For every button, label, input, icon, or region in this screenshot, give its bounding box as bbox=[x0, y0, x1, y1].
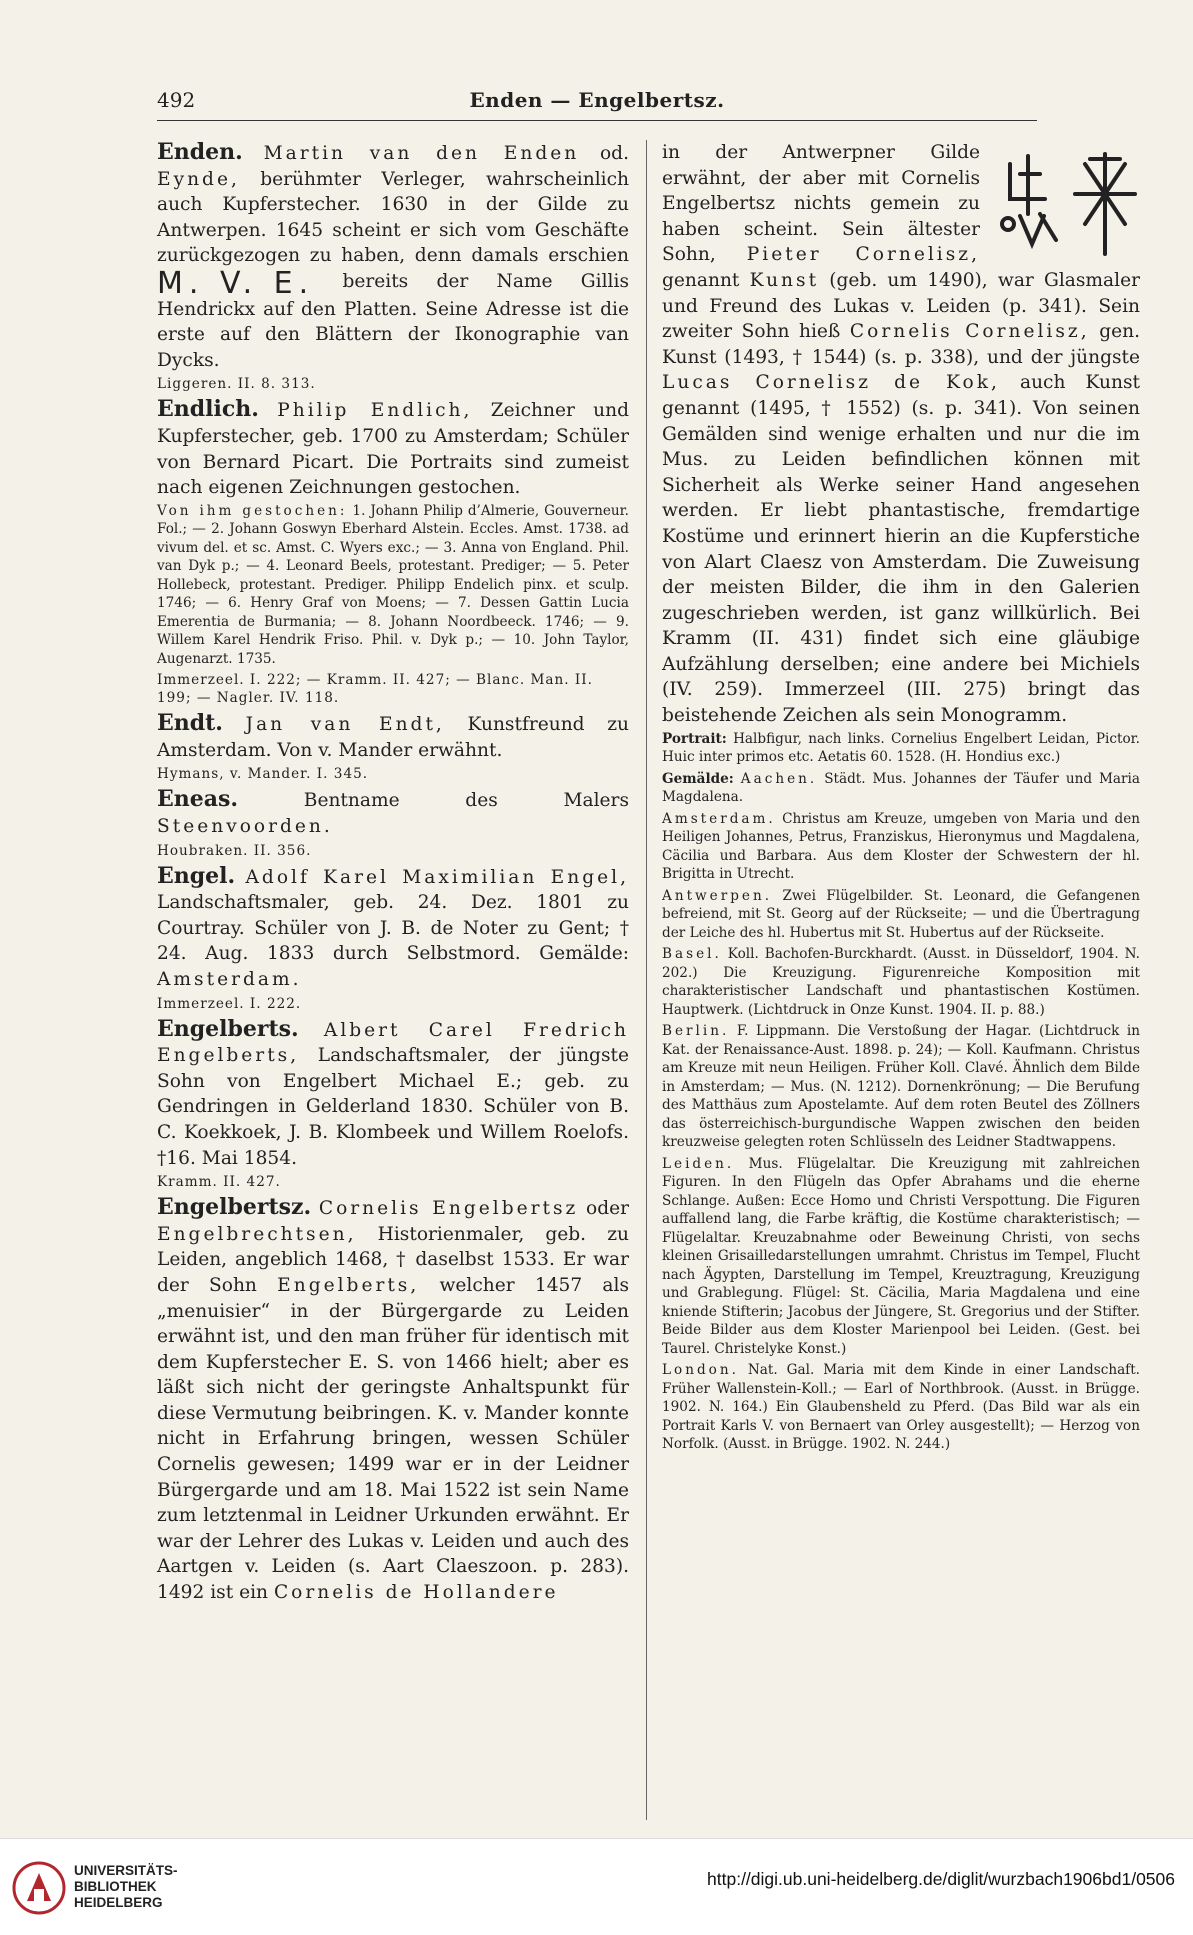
entry-engel: Engel. Adolf Karel Maximilian Engel, Landschaftsmaler, geb. 24. Dez. 1801 zu Courtray. Schüler von J. B. de Noter zu Gent; † 24. Aug. 1833 durch Selbstmord. Gemälde: Amsterdam. Immerzeel. I. 222. bbox=[157, 862, 629, 1012]
entry-endt: Endt. Jan van Endt, Kunstfreund zu Amsterdam. Von v. Mander erwähnt. Hymans, v. Mander. I. 345. bbox=[157, 710, 629, 783]
column-divider bbox=[646, 140, 647, 1820]
reference: Immerzeel. I. 222; — Kramm. II. 427; — Blanc. Man. II. 199; — Nagler. IV. 118. bbox=[157, 672, 593, 707]
continuation-paragraph: in der Antwerpner Gilde erwähnt, der aber mit Cornelis Engelbertsz nichts gemein zu haben scheint. Sein ältester Sohn, Pieter Cornelisz, genannt Kunst (geb. um 1490), war Glasmaler und Freund des Lukas v. Leiden (p. 341). Sein zweiter Sohn hieß Cornelis Cornelisz, gen. Kunst (1493, † 1544) (s. p. 338), und der jüngste Lucas Cornelisz de Kok, auch Kunst genannt (1495, † 1552) (s. p. 341). Von seinen Gemälden sind wenige erhalten und nur die im Mus. zu Leiden befindlichen können mit Sicherheit als Werke seiner Hand angesehen werden. Er liebt phantastische, fremdartige Kostüme und erinnert hierin an die Kupferstiche von Alart Claesz von Amsterdam. Die Zuweisung der meisten Bilder, die ihm in den Galerien zugeschrieben werden, ist ganz willkürlich. Bei Kramm (II. 431) findet sich eine gläubige Aufzählung derselben; eine andere bei Michiels (IV. 259). Immerzeel (III. 275) bringt das beistehende Zeichen als sein Monogramm. bbox=[662, 142, 1140, 727]
reference: Kramm. II. 427. bbox=[157, 1174, 281, 1191]
headword: Engel. bbox=[157, 862, 236, 889]
headword: Enden. bbox=[157, 139, 243, 165]
headword: Endt. bbox=[157, 710, 223, 737]
source-url[interactable]: http://digi.ub.uni-heidelberg.de/diglit/wurzbach1906bd1/0506 bbox=[707, 1869, 1175, 1889]
painting-entry: Gemälde: Aachen. Städt. Mus. Johannes der Täufer und Maria Magdalena. bbox=[662, 770, 1140, 806]
left-column bbox=[157, 140, 629, 1608]
works-list: Von ihm gestochen: 1. Johann Philip d’Almerie, Gouverneur. Fol.; — 2. Johann Goswyn Eberhard Alstein. Eccles. Amst. 1738. ad vivum del. et sc. Amst. C. Wyers exc.; — 3. Anna von England. Phil. van Dyk p.; — 4. Leonard Beels, protestant. Prediger; — 5. Peter Hollebeck, protestant. Prediger. Philipp Endelich pinx. et sculp. 1746; — 6. Henry Graf von Moens; — 7. Dessen Gattin Lucia Emerentia de Burmania; — 8. Johann Noordbeeck. 1746; — 9. Willem Karel Hendrik Friso. Phil. v. Dyk p.; — 10. John Taylor, Augenarzt. 1735. bbox=[157, 502, 629, 667]
footer-bar bbox=[0, 1838, 1193, 1935]
reference: Hymans, v. Mander. I. 345. bbox=[157, 766, 369, 783]
entry-eneas: Eneas. Bentname des Malers Steenvoorden. Houbraken. II. 356. bbox=[157, 786, 629, 859]
running-head: Enden — Engelbertsz. bbox=[469, 88, 725, 112]
reference: Immerzeel. I. 222. bbox=[157, 995, 302, 1012]
headword: Endlich. bbox=[157, 396, 259, 423]
reference: Liggeren. II. 8. 313. bbox=[157, 376, 316, 393]
university-logo-icon bbox=[12, 1861, 67, 1916]
headword: Eneas. bbox=[157, 786, 239, 813]
painting-entry: Basel. Koll. Bachofen-Burckhardt. (Ausst. in Düsseldorf, 1904. N. 202.) Die Kreuzigung. Figurenreiche Komposition mit charakteristischer Landschaft und phantastischen Kostümen. Hauptwerk. (Lichtdruck in Onze Kunst. 1904. II. p. 88.) bbox=[662, 946, 1140, 1018]
painting-entry: Leiden. Mus. Flügelaltar. Die Kreuzigung mit zahlreichen Figuren. In den Flügeln das Opfer Abrahams und die eherne Schlange. Außen: Ecce Homo und Christi Verspottung. Die Figuren auffallend lang, die Farbe kräftig, die Kostüme charakteristisch; — Flügelaltar. Kreuzabnahme oder Beweinung Christi, von sechs kleinen Grisailledarstellungen umrahmt. Christus im Tempel, Flucht nach Ägypten, Darstellung im Tempel, Kreuztragung, Kreuzigung und Grablegung. Flügel: St. Cäcilia, Maria Magdalena und eine kniende Stifterin; Jacobus der Jüngere, St. Gregorius und der Stifter. Beide Bilder aus dem Kloster Marienpool bei Leiden. (Gest. bei Taurel. Christelyke Konst.) bbox=[662, 1155, 1140, 1357]
page-header bbox=[157, 88, 1037, 121]
library-name: UNIVERSITÄTS- BIBLIOTHEK HEIDELBERG bbox=[74, 1863, 178, 1910]
headword: Engelbertsz. bbox=[157, 1194, 312, 1221]
entry-endlich: Endlich. Philip Endlich, Zeichner und Kupferstecher, geb. 1700 zu Amsterdam; Schüler von Bernard Picart. Die Portraits sind zumeist nach eigenen Zeichnungen gestochen. Von ihm gestochen: 1. Johann Philip d’Almerie, Gouverneur. Fol.; — 2. Johann Goswyn Eberhard Alstein. Eccles. Amst. 1738. ad vivum del. et sc. Amst. C. Wyers exc.; — 3. Anna von England. Phil. van Dyk p.; — 4. Leonard Beels, protestant. Prediger; — 5. Peter Hollebeck, protestant. Prediger. Philipp Endelich pinx. et sculp. 1746; — 6. Henry Graf von Moens; — 7. Dessen Gattin Lucia Emerentia de Burmania; — 8. Johann Noordbeeck. 1746; — 9. Willem Karel Hendrik Friso. Phil. v. Dyk p.; — 10. John Taylor, Augenarzt. 1735. Immerzeel. I. 222; — Kramm. II. 427; — Blanc. Man. II. 199; — Nagler. IV. 118. bbox=[157, 396, 629, 707]
portrait-note: Portrait: Halbfigur, nach links. Cornelius Engelbert Leidan, Pictor. Huic inter primos etc. Aetatis 60. 1528. (H. Hondius exc.) bbox=[662, 730, 1140, 766]
page-number: 492 bbox=[157, 88, 196, 112]
monogram-mark: M. V. E. bbox=[157, 265, 315, 301]
painting-entry: London. Nat. Gal. Maria mit dem Kinde in einer Landschaft. Früher Wallenstein-Koll.; — Earl of Northbrook. (Ausst. in Brügge. 1902. N. 164.) Ein Glaubensheld zu Pferd. (Das Bild war als ein Portrait Karls V. von Bernaert van Orley ausgestellt); — Herzog von Norfolk. (Ausst. in Brügge. 1902. N. 244.) bbox=[662, 1362, 1140, 1453]
entry-engelberts: Engelberts. Albert Carel Fredrich Engelberts, Landschaftsmaler, der jüngste Sohn von Engelbert Michael E.; geb. zu Gendringen in Gelderland 1830. Schüler von B. C. Koekkoek, J. B. Klombeek und Willem Roelofs. †16. Mai 1854. Kramm. II. 427. bbox=[157, 1015, 629, 1191]
painting-entry: Amsterdam. Christus am Kreuze, umgeben von Maria und den Heiligen Johannes, Petrus, Franziskus, Hieronymus und Magdalena, Cäcilia und Barbara. Aus dem Kloster der Schwestern der hl. Brigitta in Utrecht. bbox=[662, 810, 1140, 883]
entry-engelbertsz: Engelbertsz. Cornelis Engelbertsz oder Engelbrechtsen, Historienmaler, geb. zu Leiden, angeblich 1468, † daselbst 1533. Er war der Sohn Engelberts, welcher 1457 als „menuisier“ in der Bürgergarde zu Leiden erwähnt ist, und den man früher für identisch mit dem Kupferstecher E. S. von 1466 hielt; aber es läßt sich nicht der geringste Anhaltspunkt für diese Vermutung beibringen. K. v. Mander konnte nicht in Erfahrung bringen, wessen Schüler Cornelis gewesen; 1499 war er in der Leidner Bürgergarde und am 18. Mai 1522 ist sein Name zum letztenmal in Leidner Urkunden erwähnt. Er war der Lehrer des Lukas v. Leiden und auch des Aartgen v. Leiden (s. Aart Claeszoon. p. 283). 1492 ist ein Cornelis de Hollandere bbox=[157, 1194, 629, 1604]
painting-entry: Antwerpen. Zwei Flügelbilder. St. Leonard, die Gefangenen befreiend, mit St. Georg auf der Rückseite; — und die Übertragung der Leiche des hl. Hubertus mit St. Hubertus auf der Rückseite. bbox=[662, 887, 1140, 941]
right-column bbox=[662, 140, 1140, 1457]
reference: Houbraken. II. 356. bbox=[157, 842, 312, 859]
monogram-figure bbox=[990, 144, 1140, 264]
painting-entry: Berlin. F. Lippmann. Die Verstoßung der Hagar. (Lichtdruck in Kat. der Renaissance-Aust. 1898. p. 24); — Koll. Kaufmann. Christus am Kreuze mit neun Heiligen. Früher Koll. Clavé. Ähnlich dem Bilde in Amsterdam; — Mus. (N. 1212). Dornenkrönung; — Die Berufung des Matthäus zum Apostelamte. Auf dem roten Beutel des Zöllners das österreichisch-burgundische Wappen zwischen den beiden kreuzweise gelegten roten Schlüsseln des Leidner Stadtwappens. bbox=[662, 1023, 1140, 1151]
headword: Engelberts. bbox=[157, 1015, 299, 1042]
entry-enden: Enden. Martin van den Enden od. Eynde, berühmter Verleger, wahrscheinlich auch Kupferstecher. 1630 in der Gilde zu Antwerpen. 1645 scheint er sich vom Geschäfte zurückgezogen zu haben, denn damals erschien M. V. E. bereits der Name Gillis Hendrickx auf den Platten. Seine Adresse ist die erste auf den Blättern der Ikonographie van Dycks. Liggeren. II. 8. 313. bbox=[157, 139, 629, 393]
